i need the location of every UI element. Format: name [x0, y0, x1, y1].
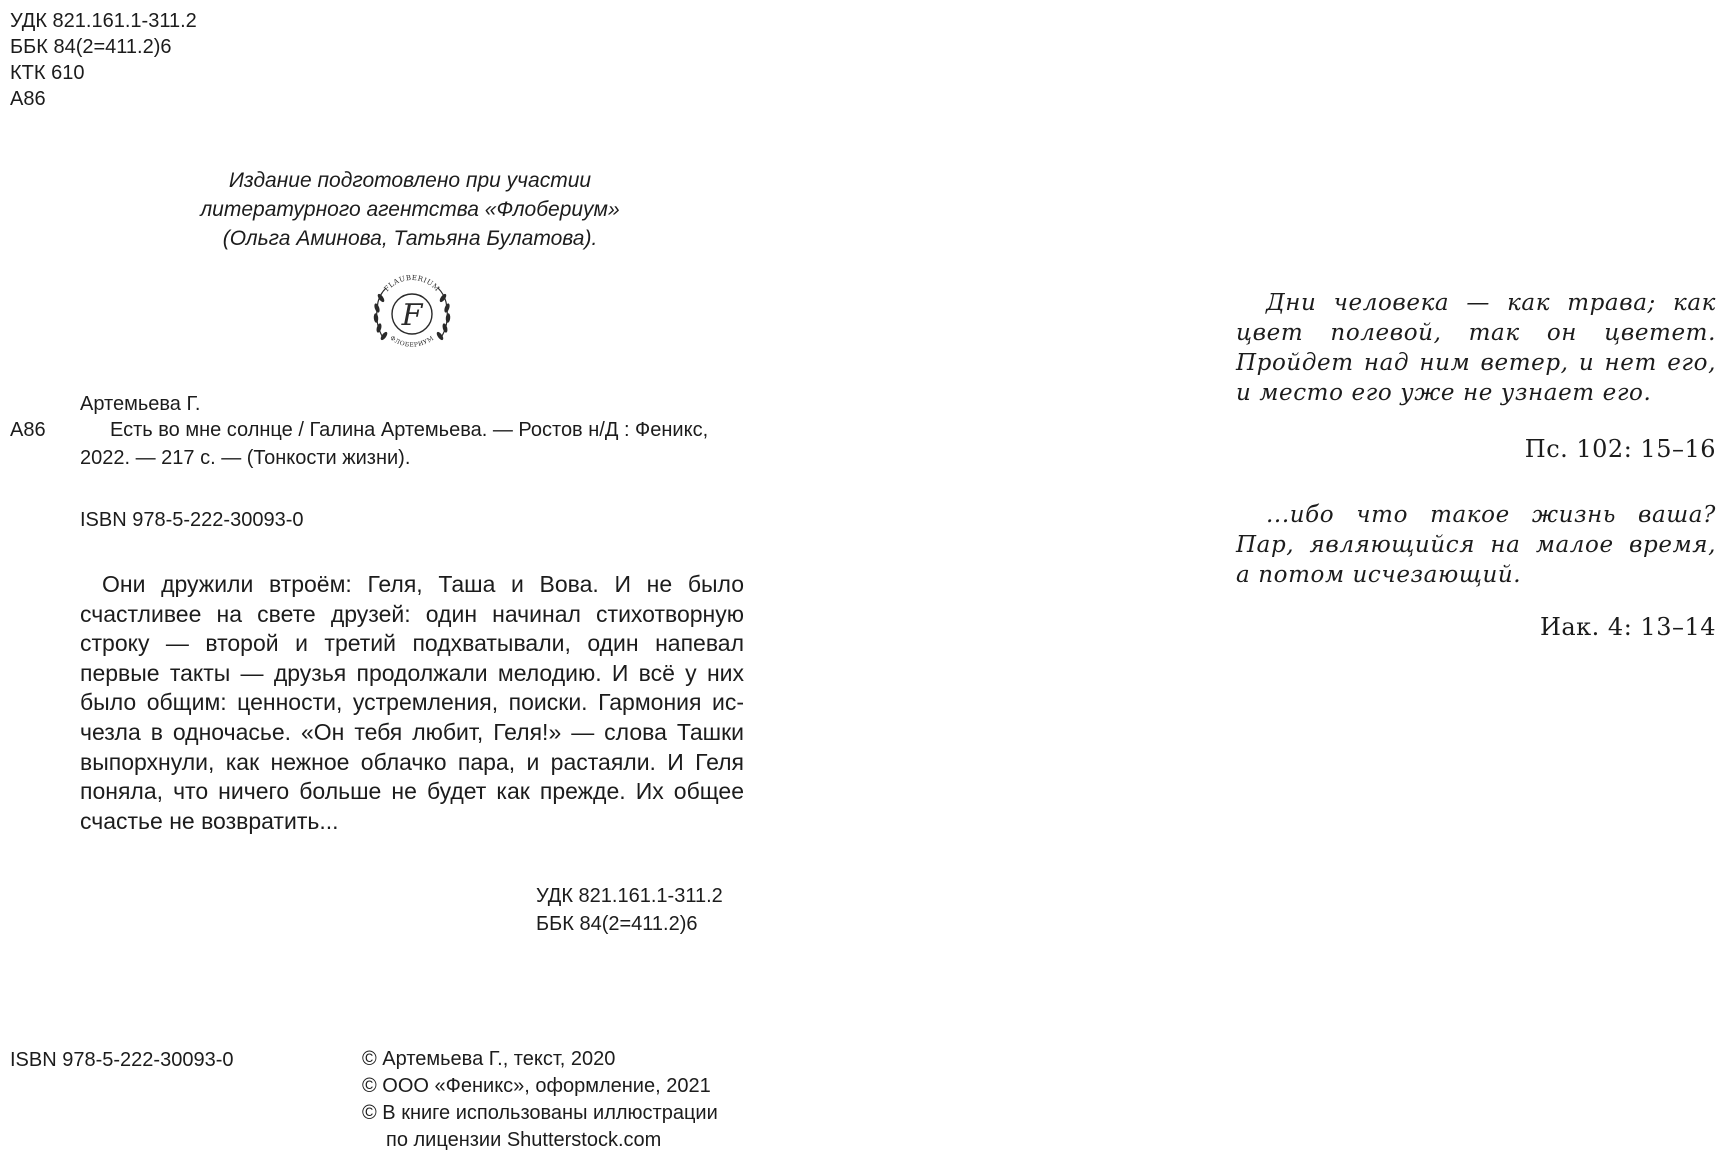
copyright-line: © В книге использованы иллюстрации	[362, 1102, 718, 1124]
bottom-udc-code: УДК 821.161.1-311.2	[536, 885, 723, 907]
epigraph-line: Дни человека — как трава; как	[1266, 290, 1716, 316]
bibliographic-record	[80, 416, 744, 472]
svg-text:ФЛОБЕРИУМ	[389, 335, 436, 349]
right-page	[1200, 0, 1724, 1164]
author-sign-entry: А86	[10, 419, 46, 441]
annotation-line: выпорхнули, как нежное облачко пара, и растаяли. И Геля	[80, 748, 744, 775]
epigraph-psalm	[1236, 288, 1716, 408]
annotation-line: первые такты — друзья продолжали мелодию. И всё у них	[80, 659, 744, 686]
copyright-line: по лицензии Shutterstock.com	[386, 1129, 662, 1151]
author-sign: А86	[10, 88, 46, 110]
logo-letter: F	[401, 298, 423, 333]
bibliographic-line: Есть во мне солнце / Галина Артемьева. — Ростов н/Д : Феникс,	[110, 419, 709, 441]
annotation-line: счастье не возвратить...	[80, 807, 339, 834]
annotation-line: счастливее на свете друзей: один начинал стихотворную	[80, 600, 744, 627]
bottom-classification-codes	[536, 882, 723, 938]
author-heading: Артемьева Г.	[80, 393, 201, 415]
bottom-bbk-code: ББК 84(2=411.2)6	[536, 913, 698, 935]
copyright-line: © ООО «Феникс», оформление, 2021	[362, 1075, 711, 1097]
bbk-code: ББК 84(2=411.2)6	[10, 36, 172, 58]
ktk-code: КТК 610	[10, 62, 85, 84]
epigraph-line: а потом исчезающий.	[1236, 562, 1522, 588]
isbn-bottom: ISBN 978-5-222-30093-0	[10, 1049, 234, 1071]
annotation-line: Они дружили втроём: Геля, Таша и Вова. И не было	[102, 571, 744, 597]
classification-codes	[10, 8, 197, 112]
epigraph-source-james: Иак. 4: 13–14	[1539, 613, 1716, 641]
epigraph-line: цвет полевой, так он цветет.	[1236, 320, 1716, 346]
copyright-line: © Артемьева Г., текст, 2020	[362, 1048, 616, 1070]
epigraph-line: и место его уже не узнает его.	[1236, 380, 1652, 406]
epigraph-line: ...ибо что такое жизнь ваша?	[1266, 502, 1716, 528]
flauberium-logo	[362, 262, 462, 362]
left-page	[0, 0, 760, 1164]
bibliographic-line: 2022. — 217 с. — (Тонкости жизни).	[80, 447, 411, 469]
epigraph-james	[1236, 500, 1716, 590]
annotation-line: было общим: ценности, устремления, поиски. Гармония ис-	[80, 689, 744, 716]
logo-text-top: FLAUBERIUM	[382, 273, 442, 294]
svg-text:FLAUBERIUM	[383, 274, 441, 293]
epigraph-source-psalm: Пс. 102: 15–16	[1524, 435, 1716, 463]
isbn-record: ISBN 978-5-222-30093-0	[80, 509, 304, 531]
epigraph-line: Пар, являющийся на малое время,	[1236, 532, 1716, 558]
copyright-block	[362, 1046, 718, 1154]
epigraph-line: Пройдет над ним ветер, и нет его,	[1236, 350, 1716, 376]
annotation-line: чезла в одночасье. «Он тебя любит, Геля!» — слова Ташки	[80, 718, 744, 745]
annotation-line: строку — второй и третий подхватывали, один напевал	[80, 630, 744, 657]
preparation-note-line: литературного агентства «Флобериум»	[200, 198, 620, 221]
preparation-note-line: (Ольга Аминова, Татьяна Булатова).	[222, 227, 598, 250]
preparation-note	[150, 166, 670, 253]
logo-text-bottom: ФЛОБЕРИУМ	[388, 334, 436, 349]
udc-code: УДК 821.161.1-311.2	[10, 10, 197, 32]
annotation-line: поняла, что ничего больше не будет как прежде. Их общее	[80, 778, 744, 805]
preparation-note-line: Издание подготовлено при участии	[228, 169, 592, 192]
annotation	[80, 570, 744, 836]
